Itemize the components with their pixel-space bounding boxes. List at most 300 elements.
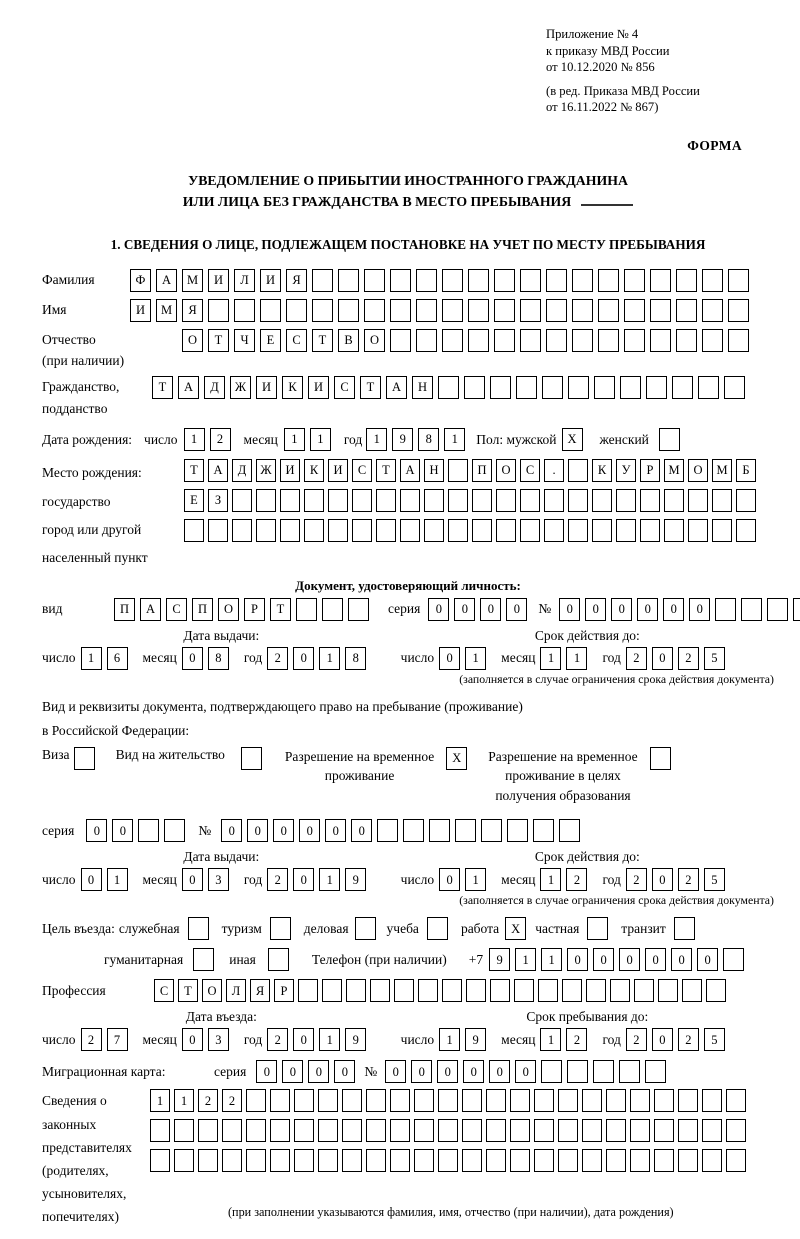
char-cell[interactable]: 0 — [299, 819, 320, 842]
char-cell[interactable] — [442, 299, 463, 322]
char-cell[interactable]: 5 — [704, 1028, 725, 1051]
char-cell[interactable] — [630, 1119, 650, 1142]
char-cell[interactable] — [312, 299, 333, 322]
char-cell[interactable] — [534, 1149, 554, 1172]
char-cell[interactable] — [568, 519, 588, 542]
char-cell[interactable] — [674, 917, 695, 940]
char-cell[interactable]: 1 — [319, 1028, 340, 1051]
char-cell[interactable] — [256, 489, 276, 512]
phone-cells[interactable] — [489, 948, 749, 971]
char-cell[interactable] — [346, 979, 366, 1002]
entry-day-cells[interactable] — [81, 1028, 133, 1051]
char-cell[interactable] — [352, 519, 372, 542]
char-cell[interactable]: К — [304, 459, 324, 482]
char-cell[interactable] — [246, 1089, 266, 1112]
char-cell[interactable]: 0 — [256, 1060, 277, 1083]
char-cell[interactable]: 0 — [559, 598, 580, 621]
char-cell[interactable] — [676, 269, 697, 292]
char-cell[interactable]: 0 — [182, 868, 203, 891]
char-cell[interactable] — [342, 1149, 362, 1172]
char-cell[interactable] — [318, 1149, 338, 1172]
char-cell[interactable] — [702, 1119, 722, 1142]
char-cell[interactable]: 0 — [593, 948, 614, 971]
char-cell[interactable] — [348, 598, 369, 621]
char-cell[interactable] — [342, 1119, 362, 1142]
char-cell[interactable]: 1 — [540, 868, 561, 891]
char-cell[interactable] — [462, 1089, 482, 1112]
char-cell[interactable]: 1 — [284, 428, 305, 451]
entry-month-cells[interactable] — [182, 1028, 234, 1051]
char-cell[interactable] — [486, 1089, 506, 1112]
char-cell[interactable]: 0 — [637, 598, 658, 621]
char-cell[interactable]: 0 — [697, 948, 718, 971]
char-cell[interactable]: С — [286, 329, 307, 352]
char-cell[interactable] — [438, 1149, 458, 1172]
char-cell[interactable] — [736, 489, 756, 512]
char-cell[interactable]: О — [496, 459, 516, 482]
char-cell[interactable]: О — [182, 329, 203, 352]
char-cell[interactable] — [678, 1089, 698, 1112]
char-cell[interactable]: Т — [360, 376, 381, 399]
legal-reps-cells-row3[interactable] — [150, 1149, 750, 1172]
char-cell[interactable]: X — [562, 428, 583, 451]
char-cell[interactable] — [462, 1119, 482, 1142]
char-cell[interactable] — [520, 269, 541, 292]
char-cell[interactable] — [606, 1119, 626, 1142]
char-cell[interactable] — [304, 489, 324, 512]
char-cell[interactable] — [676, 329, 697, 352]
char-cell[interactable]: С — [352, 459, 372, 482]
char-cell[interactable] — [304, 519, 324, 542]
char-cell[interactable] — [246, 1149, 266, 1172]
char-cell[interactable] — [438, 376, 459, 399]
char-cell[interactable]: 3 — [208, 868, 229, 891]
char-cell[interactable] — [455, 819, 476, 842]
char-cell[interactable]: 9 — [392, 428, 413, 451]
char-cell[interactable]: 0 — [334, 1060, 355, 1083]
char-cell[interactable] — [355, 917, 376, 940]
char-cell[interactable]: Ф — [130, 269, 151, 292]
char-cell[interactable] — [280, 489, 300, 512]
char-cell[interactable]: Т — [376, 459, 396, 482]
birthplace-cells-row2[interactable] — [184, 489, 760, 512]
char-cell[interactable] — [74, 747, 95, 770]
char-cell[interactable] — [376, 519, 396, 542]
permit-valid-month-cells[interactable] — [540, 868, 592, 891]
char-cell[interactable] — [364, 269, 385, 292]
permit-number-cells[interactable] — [221, 819, 585, 842]
char-cell[interactable] — [688, 519, 708, 542]
char-cell[interactable] — [150, 1149, 170, 1172]
char-cell[interactable] — [619, 1060, 640, 1083]
char-cell[interactable]: С — [334, 376, 355, 399]
char-cell[interactable]: Я — [286, 269, 307, 292]
char-cell[interactable]: . — [544, 459, 564, 482]
char-cell[interactable]: Е — [184, 489, 204, 512]
char-cell[interactable] — [678, 1119, 698, 1142]
char-cell[interactable]: 0 — [437, 1060, 458, 1083]
char-cell[interactable] — [466, 979, 486, 1002]
char-cell[interactable]: 1 — [366, 428, 387, 451]
char-cell[interactable] — [418, 979, 438, 1002]
char-cell[interactable]: В — [338, 329, 359, 352]
char-cell[interactable] — [672, 376, 693, 399]
char-cell[interactable] — [624, 329, 645, 352]
char-cell[interactable] — [294, 1119, 314, 1142]
char-cell[interactable]: Т — [312, 329, 333, 352]
char-cell[interactable]: 8 — [418, 428, 439, 451]
char-cell[interactable] — [270, 1149, 290, 1172]
char-cell[interactable] — [520, 299, 541, 322]
char-cell[interactable] — [442, 979, 462, 1002]
char-cell[interactable]: О — [202, 979, 222, 1002]
char-cell[interactable]: И — [208, 269, 229, 292]
birthplace-cells-row1[interactable] — [184, 459, 760, 482]
char-cell[interactable] — [646, 376, 667, 399]
char-cell[interactable]: Т — [184, 459, 204, 482]
char-cell[interactable] — [232, 519, 252, 542]
char-cell[interactable] — [723, 948, 744, 971]
char-cell[interactable]: 1 — [566, 647, 587, 670]
char-cell[interactable] — [490, 979, 510, 1002]
char-cell[interactable] — [294, 1149, 314, 1172]
char-cell[interactable]: М — [182, 269, 203, 292]
char-cell[interactable]: 0 — [351, 819, 372, 842]
char-cell[interactable] — [688, 489, 708, 512]
char-cell[interactable] — [616, 489, 636, 512]
char-cell[interactable]: 1 — [465, 868, 486, 891]
char-cell[interactable]: 2 — [222, 1089, 242, 1112]
char-cell[interactable] — [472, 489, 492, 512]
char-cell[interactable]: 0 — [182, 1028, 203, 1051]
valid-year-cells[interactable] — [626, 647, 730, 670]
legal-reps-cells-row1[interactable] — [150, 1089, 750, 1112]
char-cell[interactable] — [606, 1089, 626, 1112]
char-cell[interactable]: Р — [640, 459, 660, 482]
char-cell[interactable]: Н — [412, 376, 433, 399]
char-cell[interactable] — [654, 1089, 674, 1112]
edu-permit-checkbox[interactable] — [650, 747, 676, 770]
char-cell[interactable] — [654, 1149, 674, 1172]
char-cell[interactable] — [366, 1089, 386, 1112]
char-cell[interactable]: 0 — [247, 819, 268, 842]
char-cell[interactable] — [558, 1089, 578, 1112]
char-cell[interactable] — [448, 459, 468, 482]
char-cell[interactable] — [572, 329, 593, 352]
char-cell[interactable] — [438, 1089, 458, 1112]
char-cell[interactable]: К — [282, 376, 303, 399]
char-cell[interactable] — [706, 979, 726, 1002]
char-cell[interactable] — [728, 329, 749, 352]
char-cell[interactable] — [510, 1149, 530, 1172]
char-cell[interactable] — [442, 329, 463, 352]
char-cell[interactable]: Н — [424, 459, 444, 482]
char-cell[interactable] — [390, 329, 411, 352]
char-cell[interactable]: И — [130, 299, 151, 322]
char-cell[interactable] — [568, 459, 588, 482]
char-cell[interactable] — [490, 376, 511, 399]
char-cell[interactable] — [650, 269, 671, 292]
gender-male-checkbox[interactable] — [562, 428, 588, 451]
char-cell[interactable]: 1 — [319, 647, 340, 670]
permit-issue-year-cells[interactable] — [267, 868, 371, 891]
char-cell[interactable]: 0 — [463, 1060, 484, 1083]
char-cell[interactable]: 0 — [325, 819, 346, 842]
char-cell[interactable]: 5 — [704, 647, 725, 670]
char-cell[interactable] — [414, 1149, 434, 1172]
char-cell[interactable]: 0 — [652, 647, 673, 670]
stay-month-cells[interactable] — [540, 1028, 592, 1051]
char-cell[interactable] — [664, 489, 684, 512]
char-cell[interactable]: 0 — [671, 948, 692, 971]
char-cell[interactable]: О — [218, 598, 239, 621]
char-cell[interactable] — [736, 519, 756, 542]
char-cell[interactable]: 2 — [81, 1028, 102, 1051]
char-cell[interactable]: А — [140, 598, 161, 621]
char-cell[interactable]: 0 — [489, 1060, 510, 1083]
purpose-transit-checkbox[interactable] — [674, 917, 700, 940]
char-cell[interactable] — [270, 917, 291, 940]
char-cell[interactable]: 0 — [411, 1060, 432, 1083]
stay-year-cells[interactable] — [626, 1028, 730, 1051]
char-cell[interactable]: Я — [182, 299, 203, 322]
char-cell[interactable]: 3 — [208, 1028, 229, 1051]
char-cell[interactable] — [568, 376, 589, 399]
char-cell[interactable] — [390, 1089, 410, 1112]
char-cell[interactable] — [767, 598, 788, 621]
purpose-other-checkbox[interactable] — [268, 948, 294, 971]
char-cell[interactable]: 0 — [293, 647, 314, 670]
char-cell[interactable] — [558, 1119, 578, 1142]
char-cell[interactable] — [520, 329, 541, 352]
char-cell[interactable]: 0 — [567, 948, 588, 971]
char-cell[interactable] — [222, 1149, 242, 1172]
char-cell[interactable]: М — [156, 299, 177, 322]
char-cell[interactable] — [542, 376, 563, 399]
char-cell[interactable] — [352, 489, 372, 512]
char-cell[interactable]: 1 — [540, 1028, 561, 1051]
char-cell[interactable]: 1 — [541, 948, 562, 971]
char-cell[interactable] — [572, 269, 593, 292]
char-cell[interactable] — [328, 489, 348, 512]
char-cell[interactable] — [587, 917, 608, 940]
char-cell[interactable] — [616, 519, 636, 542]
char-cell[interactable]: О — [364, 329, 385, 352]
char-cell[interactable]: Д — [204, 376, 225, 399]
char-cell[interactable]: 8 — [208, 647, 229, 670]
entry-year-cells[interactable] — [267, 1028, 371, 1051]
char-cell[interactable] — [424, 489, 444, 512]
char-cell[interactable] — [486, 1149, 506, 1172]
char-cell[interactable] — [640, 489, 660, 512]
char-cell[interactable]: 0 — [428, 598, 449, 621]
char-cell[interactable] — [582, 1119, 602, 1142]
char-cell[interactable] — [507, 819, 528, 842]
char-cell[interactable] — [645, 1060, 666, 1083]
char-cell[interactable]: 0 — [515, 1060, 536, 1083]
valid-day-cells[interactable] — [439, 647, 491, 670]
char-cell[interactable] — [294, 1089, 314, 1112]
char-cell[interactable]: И — [260, 269, 281, 292]
surname-cells[interactable] — [130, 269, 754, 292]
char-cell[interactable] — [728, 299, 749, 322]
doc-number-cells[interactable] — [559, 598, 800, 621]
issue-year-cells[interactable] — [267, 647, 371, 670]
char-cell[interactable]: И — [308, 376, 329, 399]
char-cell[interactable] — [654, 1119, 674, 1142]
char-cell[interactable]: А — [386, 376, 407, 399]
char-cell[interactable] — [594, 376, 615, 399]
purpose-work-checkbox[interactable] — [505, 917, 531, 940]
char-cell[interactable] — [546, 269, 567, 292]
char-cell[interactable]: Ж — [230, 376, 251, 399]
char-cell[interactable] — [246, 1119, 266, 1142]
char-cell[interactable]: 0 — [293, 868, 314, 891]
char-cell[interactable]: 6 — [107, 647, 128, 670]
char-cell[interactable] — [390, 269, 411, 292]
char-cell[interactable]: 0 — [86, 819, 107, 842]
char-cell[interactable] — [400, 489, 420, 512]
char-cell[interactable] — [496, 519, 516, 542]
char-cell[interactable] — [572, 299, 593, 322]
char-cell[interactable] — [546, 329, 567, 352]
char-cell[interactable] — [562, 979, 582, 1002]
char-cell[interactable]: 9 — [465, 1028, 486, 1051]
char-cell[interactable]: А — [156, 269, 177, 292]
char-cell[interactable] — [592, 519, 612, 542]
char-cell[interactable]: 9 — [345, 1028, 366, 1051]
char-cell[interactable] — [598, 269, 619, 292]
char-cell[interactable]: З — [208, 489, 228, 512]
valid-month-cells[interactable] — [540, 647, 592, 670]
char-cell[interactable] — [448, 489, 468, 512]
char-cell[interactable]: 9 — [489, 948, 510, 971]
char-cell[interactable] — [481, 819, 502, 842]
char-cell[interactable] — [610, 979, 630, 1002]
char-cell[interactable] — [298, 979, 318, 1002]
char-cell[interactable] — [494, 329, 515, 352]
permit-issue-day-cells[interactable] — [81, 868, 133, 891]
visa-checkbox[interactable] — [74, 747, 100, 770]
char-cell[interactable] — [318, 1119, 338, 1142]
char-cell[interactable] — [376, 489, 396, 512]
char-cell[interactable] — [416, 329, 437, 352]
purpose-study-checkbox[interactable] — [427, 917, 453, 940]
char-cell[interactable] — [286, 299, 307, 322]
char-cell[interactable]: 1 — [107, 868, 128, 891]
char-cell[interactable] — [366, 1119, 386, 1142]
char-cell[interactable]: 8 — [345, 647, 366, 670]
char-cell[interactable] — [520, 519, 540, 542]
char-cell[interactable] — [634, 979, 654, 1002]
char-cell[interactable] — [438, 1119, 458, 1142]
char-cell[interactable]: 0 — [293, 1028, 314, 1051]
char-cell[interactable]: 1 — [184, 428, 205, 451]
char-cell[interactable]: Л — [226, 979, 246, 1002]
char-cell[interactable] — [698, 376, 719, 399]
char-cell[interactable] — [208, 299, 229, 322]
char-cell[interactable] — [726, 1119, 746, 1142]
char-cell[interactable]: 1 — [465, 647, 486, 670]
char-cell[interactable] — [486, 1119, 506, 1142]
char-cell[interactable] — [728, 269, 749, 292]
char-cell[interactable] — [198, 1149, 218, 1172]
char-cell[interactable]: С — [520, 459, 540, 482]
char-cell[interactable]: Д — [232, 459, 252, 482]
char-cell[interactable] — [364, 299, 385, 322]
purpose-private-checkbox[interactable] — [587, 917, 613, 940]
char-cell[interactable]: Т — [270, 598, 291, 621]
char-cell[interactable] — [400, 519, 420, 542]
char-cell[interactable] — [318, 1089, 338, 1112]
char-cell[interactable] — [546, 299, 567, 322]
char-cell[interactable] — [222, 1119, 242, 1142]
char-cell[interactable]: Е — [260, 329, 281, 352]
char-cell[interactable]: А — [178, 376, 199, 399]
char-cell[interactable]: 0 — [182, 647, 203, 670]
char-cell[interactable] — [268, 948, 289, 971]
char-cell[interactable] — [598, 329, 619, 352]
char-cell[interactable] — [322, 979, 342, 1002]
char-cell[interactable]: Я — [250, 979, 270, 1002]
char-cell[interactable] — [377, 819, 398, 842]
char-cell[interactable]: 1 — [150, 1089, 170, 1112]
char-cell[interactable]: 0 — [282, 1060, 303, 1083]
char-cell[interactable] — [678, 1149, 698, 1172]
char-cell[interactable]: 2 — [678, 647, 699, 670]
char-cell[interactable]: 2 — [678, 868, 699, 891]
char-cell[interactable]: 0 — [663, 598, 684, 621]
char-cell[interactable] — [624, 299, 645, 322]
char-cell[interactable] — [514, 979, 534, 1002]
char-cell[interactable] — [394, 979, 414, 1002]
char-cell[interactable] — [256, 519, 276, 542]
char-cell[interactable]: А — [208, 459, 228, 482]
stay-day-cells[interactable] — [439, 1028, 491, 1051]
char-cell[interactable] — [198, 1119, 218, 1142]
char-cell[interactable]: Ч — [234, 329, 255, 352]
char-cell[interactable] — [260, 299, 281, 322]
char-cell[interactable] — [559, 819, 580, 842]
char-cell[interactable] — [558, 1149, 578, 1172]
char-cell[interactable]: 0 — [385, 1060, 406, 1083]
char-cell[interactable]: Л — [234, 269, 255, 292]
char-cell[interactable] — [582, 1089, 602, 1112]
char-cell[interactable] — [241, 747, 262, 770]
char-cell[interactable]: 1 — [81, 647, 102, 670]
char-cell[interactable] — [390, 299, 411, 322]
issue-month-cells[interactable] — [182, 647, 234, 670]
char-cell[interactable] — [424, 519, 444, 542]
char-cell[interactable] — [328, 519, 348, 542]
char-cell[interactable] — [702, 329, 723, 352]
permit-issue-month-cells[interactable] — [182, 868, 234, 891]
char-cell[interactable] — [442, 269, 463, 292]
char-cell[interactable]: 2 — [626, 1028, 647, 1051]
char-cell[interactable] — [510, 1119, 530, 1142]
char-cell[interactable]: П — [114, 598, 135, 621]
char-cell[interactable]: 7 — [107, 1028, 128, 1051]
char-cell[interactable]: 0 — [221, 819, 242, 842]
char-cell[interactable] — [650, 329, 671, 352]
char-cell[interactable]: 0 — [439, 647, 460, 670]
char-cell[interactable] — [741, 598, 762, 621]
char-cell[interactable] — [567, 1060, 588, 1083]
char-cell[interactable] — [624, 269, 645, 292]
char-cell[interactable]: 0 — [273, 819, 294, 842]
purpose-tourism-checkbox[interactable] — [270, 917, 296, 940]
char-cell[interactable] — [390, 1149, 410, 1172]
